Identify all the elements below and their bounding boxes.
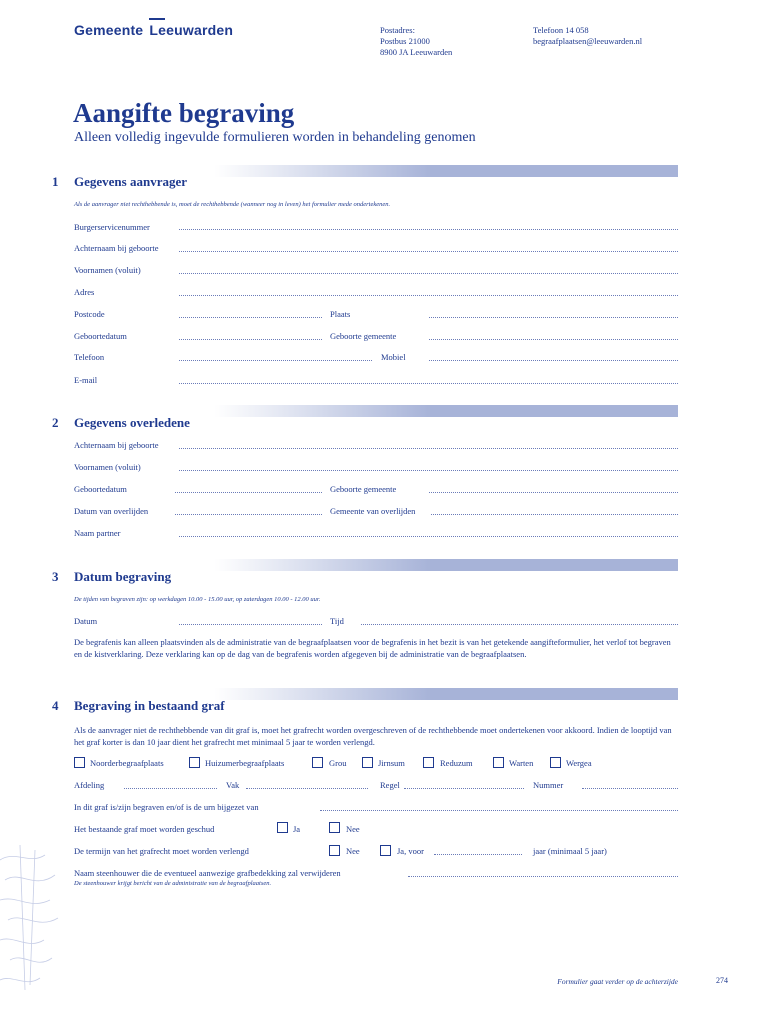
label-tijd: Tijd — [330, 616, 344, 626]
field-datum[interactable] — [179, 624, 322, 625]
label-reduzum: Reduzum — [440, 758, 473, 768]
checkbox-schudden-ja[interactable] — [277, 822, 288, 833]
label-datum: Datum — [74, 616, 98, 626]
field-regel[interactable] — [404, 788, 524, 789]
postal-address — [380, 25, 452, 58]
contact-phone: Telefoon 14 058 — [533, 25, 589, 35]
label-gemeente-overlijden: Gemeente van overlijden — [330, 506, 416, 516]
section-3-paragraph: De begrafenis kan alleen plaatsvinden als de administratie van de begraafplaatsen voor de begrafenis in het bezit is van het getekende aangifteformulier, het verlof tot begraven en de kistverklaring. Deze verklaring kan op de dag van de begrafenis worden afgegeven bij de administratie van de begraafplaatsen. — [74, 637, 671, 659]
field-datum-overlijden[interactable] — [175, 514, 322, 515]
label-nummer: Nummer — [533, 780, 564, 790]
label-bsn: Burgerservicenummer — [74, 222, 150, 232]
checkbox-grou[interactable] — [312, 757, 323, 768]
field-overledene-geboorte-gemeente[interactable] — [429, 492, 678, 493]
field-overledene-achternaam[interactable] — [179, 448, 678, 449]
checkbox-schudden-nee[interactable] — [329, 822, 340, 833]
section-3-title: Datum begraving — [74, 569, 172, 584]
label-vak: Vak — [226, 780, 240, 790]
continued-note: Formulier gaat verder op de achterzijde — [557, 977, 678, 986]
section-4-paragraph: Als de aanvrager niet de rechthebbende van dit graf is, moet het grafrecht worden overgeschreven of de rechthebbende moet ondertekenen voor akkoord. Indien de looptijd van het graf korter is dan 10 jaar dient het grafrecht met minimaal 5 jaar te worden verlengd. — [74, 725, 672, 747]
page-subtitle: Alleen volledig ingevulde formulieren worden in behandeling genomen — [74, 130, 476, 145]
label-wergea: Wergea — [566, 758, 592, 768]
decorative-sketch-icon — [0, 840, 60, 1000]
section-2-title: Gegevens overledene — [74, 415, 190, 430]
logo-text-gemeente: Gemeente — [74, 22, 148, 38]
municipality-logo — [74, 22, 233, 38]
label-mobiel: Mobiel — [381, 352, 406, 362]
label-regel: Regel — [380, 780, 400, 790]
label-voornamen: Voornamen (voluit) — [74, 265, 141, 275]
contact-info — [533, 25, 642, 47]
label-begraven-van: In dit graf is/zijn begraven en/of is de urn bijgezet van — [74, 802, 259, 812]
label-overledene-geboorte-gemeente: Geboorte gemeente — [330, 484, 397, 494]
label-adres: Adres — [74, 287, 95, 297]
label-overledene-achternaam: Achternaam bij geboorte — [74, 440, 159, 450]
section-4-title: Begraving in bestaand graf — [74, 698, 225, 713]
label-overledene-voornamen: Voornamen (voluit) — [74, 462, 141, 472]
postal-city: 8900 JA Leeuwarden — [380, 47, 453, 57]
label-postcode: Postcode — [74, 309, 105, 319]
checkbox-huizumerbegraafplaats[interactable] — [189, 757, 200, 768]
field-overledene-voornamen[interactable] — [179, 470, 678, 471]
label-grafrecht-verlengd: De termijn van het grafrecht moet worden verlengd — [74, 846, 249, 856]
label-warten: Warten — [509, 758, 534, 768]
section-1-note: Als de aanvrager niet rechthebbende is, moet de rechthebbende (wanneer nog in leven) het formulier mede ondertekenen. — [74, 201, 391, 208]
label-graf-schudden: Het bestaande graf moet worden geschud — [74, 824, 215, 834]
field-plaats[interactable] — [429, 317, 678, 318]
page-number: 274 — [716, 976, 728, 985]
checkbox-verlengd-ja[interactable] — [380, 845, 391, 856]
section-2-number: 2 — [52, 415, 59, 430]
field-gemeente-overlijden[interactable] — [431, 514, 678, 515]
label-huizumerbegraafplaats: Huizumerbegraafplaats — [205, 758, 285, 768]
label-naam-partner: Naam partner — [74, 528, 121, 538]
label-schudden-ja: Ja — [293, 824, 301, 834]
checkbox-noorderbegraafplaats[interactable] — [74, 757, 85, 768]
field-afdeling[interactable] — [124, 788, 217, 789]
field-verlengd-jaren[interactable] — [434, 854, 522, 855]
section-4-number: 4 — [52, 698, 59, 713]
field-telefoon[interactable] — [179, 360, 372, 361]
label-datum-overlijden: Datum van overlijden — [74, 506, 149, 516]
label-jaar-minimaal: jaar (minimaal 5 jaar) — [533, 846, 607, 856]
checkbox-verlengd-nee[interactable] — [329, 845, 340, 856]
label-noorderbegraafplaats: Noorderbegraafplaats — [90, 758, 164, 768]
page-title: Aangifte begraving — [73, 98, 295, 128]
label-grou: Grou — [329, 758, 347, 768]
section-3-number: 3 — [52, 569, 59, 584]
field-achternaam[interactable] — [179, 251, 678, 252]
section-1-number: 1 — [52, 174, 59, 189]
label-jirnsum: Jirnsum — [378, 758, 405, 768]
field-email[interactable] — [179, 383, 678, 384]
field-adres[interactable] — [179, 295, 678, 296]
field-geboorte-gemeente[interactable] — [429, 339, 678, 340]
field-postcode[interactable] — [179, 317, 322, 318]
field-mobiel[interactable] — [429, 360, 678, 361]
postal-box: Postbus 21000 — [380, 36, 430, 46]
field-vak[interactable] — [246, 788, 368, 789]
field-naam-partner[interactable] — [179, 536, 678, 537]
steenhouwer-note: De steenhouwer krijgt bericht van de administratie van de begraafplaatsen. — [74, 880, 272, 887]
label-geboortedatum: Geboortedatum — [74, 331, 127, 341]
field-tijd[interactable] — [361, 624, 678, 625]
field-bsn[interactable] — [179, 229, 678, 230]
label-overledene-geboortedatum: Geboortedatum — [74, 484, 127, 494]
label-plaats: Plaats — [330, 309, 351, 319]
checkbox-reduzum[interactable] — [423, 757, 434, 768]
postal-label: Postadres: — [380, 25, 415, 35]
field-nummer[interactable] — [582, 788, 678, 789]
logo-text-leeuwarden: Leeuwarden — [149, 22, 234, 38]
field-begraven-van[interactable] — [320, 810, 678, 811]
field-overledene-geboortedatum[interactable] — [175, 492, 322, 493]
checkbox-jirnsum[interactable] — [362, 757, 373, 768]
label-verlengd-nee: Nee — [346, 846, 360, 856]
section-1-title: Gegevens aanvrager — [74, 174, 188, 189]
label-afdeling: Afdeling — [74, 780, 105, 790]
label-email: E-mail — [74, 375, 98, 385]
label-verlengd-ja-voor: Ja, voor — [397, 846, 424, 856]
label-geboorte-gemeente: Geboorte gemeente — [330, 331, 397, 341]
label-telefoon: Telefoon — [74, 352, 105, 362]
field-geboortedatum[interactable] — [179, 339, 322, 340]
field-voornamen[interactable] — [179, 273, 678, 274]
checkbox-warten[interactable] — [493, 757, 504, 768]
label-schudden-nee: Nee — [346, 824, 360, 834]
contact-email: begraafplaatsen@leeuwarden.nl — [533, 36, 643, 46]
field-steenhouwer[interactable] — [408, 876, 678, 877]
checkbox-wergea[interactable] — [550, 757, 561, 768]
label-achternaam: Achternaam bij geboorte — [74, 243, 159, 253]
label-steenhouwer: Naam steenhouwer die de eventueel aanwezige grafbedekking zal verwijderen — [74, 868, 341, 878]
section-3-note: De tijden van begraven zijn: op werkdagen 10.00 - 15.00 uur, op zaterdagen 10.00 - 12.00 uur. — [74, 596, 321, 603]
